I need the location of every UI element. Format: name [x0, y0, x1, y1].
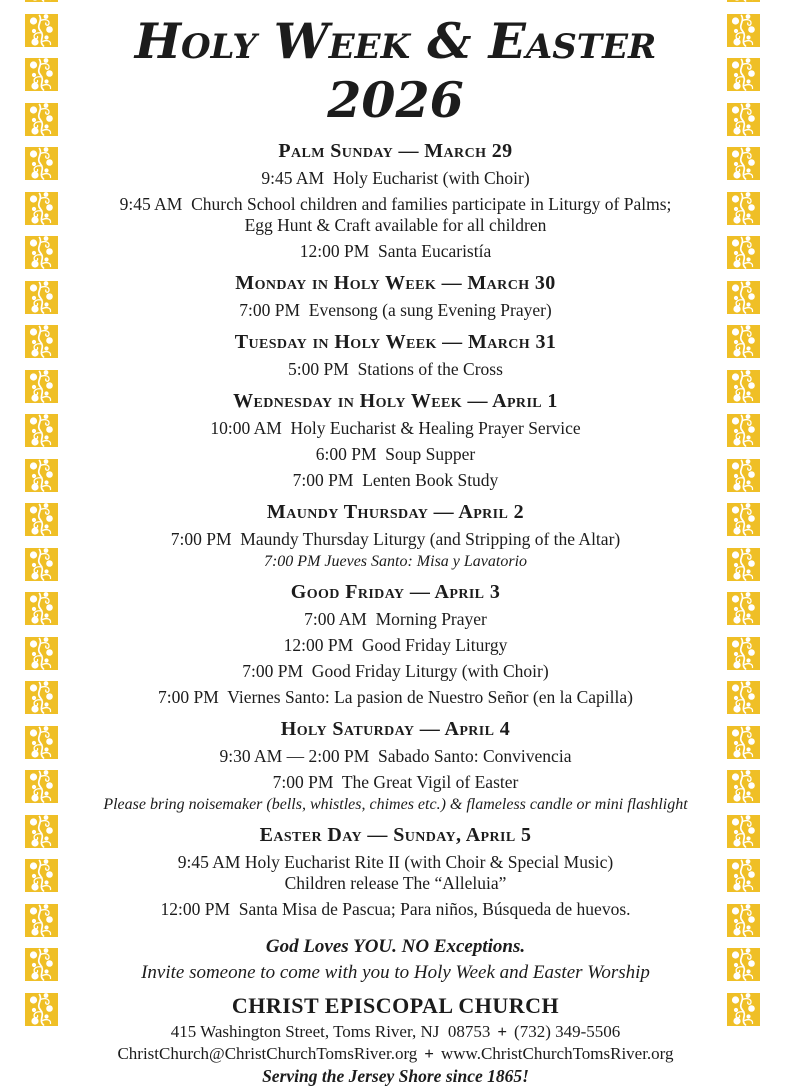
event-line: 7:00 PM Viernes Santo: La pasion de Nuestro Señor (en la Capilla) [158, 686, 633, 707]
day-heading: Wednesday in Holy Week — April 1 [233, 389, 558, 412]
event-line: 12:00 PM Santa Eucaristía [299, 240, 492, 261]
vine-flourish-icon [25, 414, 58, 447]
event-line: 5:00 PM Stations of the Cross [288, 358, 503, 379]
vine-flourish-icon [727, 859, 760, 892]
day-section [62, 330, 729, 380]
website-url: www.ChristChurchTomsRiver.org [440, 1044, 674, 1064]
vine-flourish-icon [25, 325, 58, 358]
flyer-content [62, 0, 729, 1087]
vine-flourish-icon [25, 459, 58, 492]
event-line: 7:00 AM Morning Prayer [304, 608, 487, 629]
vine-flourish-icon [727, 14, 760, 47]
vine-flourish-icon [25, 370, 58, 403]
footer [62, 936, 729, 1087]
vine-flourish-icon [727, 236, 760, 269]
vine-flourish-icon [25, 681, 58, 714]
event-line: 9:45 AM Church School children and families participate in Liturgy of Palms; Egg Hunt & Craft available for all children [119, 193, 672, 235]
vine-flourish-icon [25, 904, 58, 937]
day-section [62, 139, 729, 262]
tagline-invite: Invite someone to come with you to Holy Week and Easter Worship [141, 961, 650, 983]
vine-flourish-icon [727, 993, 760, 1026]
left-decorative-border [25, 0, 58, 1026]
event-line: 7:00 PM The Great Vigil of Easter Please bring noisemaker (bells, whistles, chimes etc.) & flameless candle or mini flashlight [103, 771, 688, 813]
street-address: 415 Washington Street, Toms River, NJ 08753 [170, 1021, 491, 1041]
vine-flourish-icon [25, 281, 58, 314]
vine-flourish-icon [727, 325, 760, 358]
vine-flourish-icon [727, 681, 760, 714]
day-section [62, 823, 729, 920]
event-note: Please bring noisemaker (bells, whistles, chimes etc.) & flameless candle or mini flashlight [103, 795, 688, 813]
vine-flourish-icon [25, 548, 58, 581]
event-line: 12:00 PM Santa Misa de Pascua; Para niños, Búsqueda de huevos. [160, 898, 631, 919]
event-line: 7:00 PM Lenten Book Study [292, 469, 499, 490]
vine-flourish-icon [727, 459, 760, 492]
day-heading: Palm Sunday — March 29 [278, 139, 513, 162]
vine-flourish-icon [727, 548, 760, 581]
vine-flourish-icon [727, 770, 760, 803]
vine-flourish-icon [25, 726, 58, 759]
vine-flourish-icon [25, 637, 58, 670]
vine-flourish-icon [25, 58, 58, 91]
vine-flourish-icon [727, 726, 760, 759]
vine-flourish-icon [25, 14, 58, 47]
email-address: ChristChurch@ChristChurchTomsRiver.org [117, 1044, 418, 1064]
vine-flourish-icon [25, 503, 58, 536]
vine-flourish-icon [25, 0, 58, 2]
plus-separator-icon: + [497, 1021, 508, 1041]
tagline-god-loves: God Loves YOU. NO Exceptions. [265, 935, 526, 957]
vine-flourish-icon [25, 147, 58, 180]
vine-flourish-icon [25, 859, 58, 892]
day-section [62, 389, 729, 491]
vine-flourish-icon [25, 592, 58, 625]
day-section [62, 717, 729, 814]
vine-flourish-icon [25, 103, 58, 136]
event-line: 9:45 AM Holy Eucharist Rite II (with Choir & Special Music) Children release The “Alleluia” [177, 851, 614, 893]
vine-flourish-icon [727, 192, 760, 225]
event-line: 9:30 AM — 2:00 PM Sabado Santo: Convivencia [219, 745, 572, 766]
vine-flourish-icon [727, 592, 760, 625]
day-section [62, 500, 729, 571]
plus-separator-icon: + [424, 1044, 434, 1064]
church-name: CHRIST EPISCOPAL CHURCH [231, 992, 560, 1018]
phone-number: (732) 349-5506 [514, 1021, 621, 1041]
event-line: 12:00 PM Good Friday Liturgy [283, 634, 508, 655]
vine-flourish-icon [25, 192, 58, 225]
vine-flourish-icon [727, 0, 760, 2]
vine-flourish-icon [25, 770, 58, 803]
vine-flourish-icon [25, 236, 58, 269]
page-title: Holy Week & Easter 2026 [134, 12, 657, 129]
vine-flourish-icon [727, 948, 760, 981]
vine-flourish-icon [25, 993, 58, 1026]
event-line: 7:00 PM Maundy Thursday Liturgy (and Stripping of the Altar) 7:00 PM Jueves Santo: Misa y Lavatorio [170, 528, 621, 570]
day-section [62, 271, 729, 321]
schedule-list [62, 139, 729, 920]
vine-flourish-icon [727, 370, 760, 403]
vine-flourish-icon [727, 815, 760, 848]
vine-flourish-icon [727, 103, 760, 136]
event-note: 7:00 PM Jueves Santo: Misa y Lavatorio [263, 552, 528, 570]
day-section [62, 580, 729, 708]
vine-flourish-icon [727, 414, 760, 447]
event-line: 10:00 AM Holy Eucharist & Healing Prayer Service [210, 417, 581, 438]
vine-flourish-icon [727, 147, 760, 180]
day-heading: Good Friday — April 3 [290, 580, 501, 603]
day-heading: Easter Day — Sunday, April 5 [259, 823, 532, 846]
church-motto: Serving the Jersey Shore since 1865! [262, 1066, 529, 1087]
vine-flourish-icon [727, 281, 760, 314]
vine-flourish-icon [727, 58, 760, 91]
vine-flourish-icon [727, 904, 760, 937]
event-line: 7:00 PM Good Friday Liturgy (with Choir) [242, 660, 549, 681]
church-address-line [62, 1021, 729, 1042]
event-line: 7:00 PM Evensong (a sung Evening Prayer) [239, 299, 552, 320]
day-heading: Monday in Holy Week — March 30 [235, 271, 556, 294]
day-heading: Maundy Thursday — April 2 [266, 500, 525, 523]
vine-flourish-icon [25, 948, 58, 981]
event-line: 6:00 PM Soup Supper [315, 443, 476, 464]
event-line: 9:45 AM Holy Eucharist (with Choir) [261, 167, 530, 188]
right-decorative-border [727, 0, 760, 1026]
vine-flourish-icon [727, 637, 760, 670]
church-contact-line [62, 1043, 729, 1064]
day-heading: Holy Saturday — April 4 [280, 717, 511, 740]
vine-flourish-icon [25, 815, 58, 848]
day-heading: Tuesday in Holy Week — March 31 [234, 330, 557, 353]
vine-flourish-icon [727, 503, 760, 536]
